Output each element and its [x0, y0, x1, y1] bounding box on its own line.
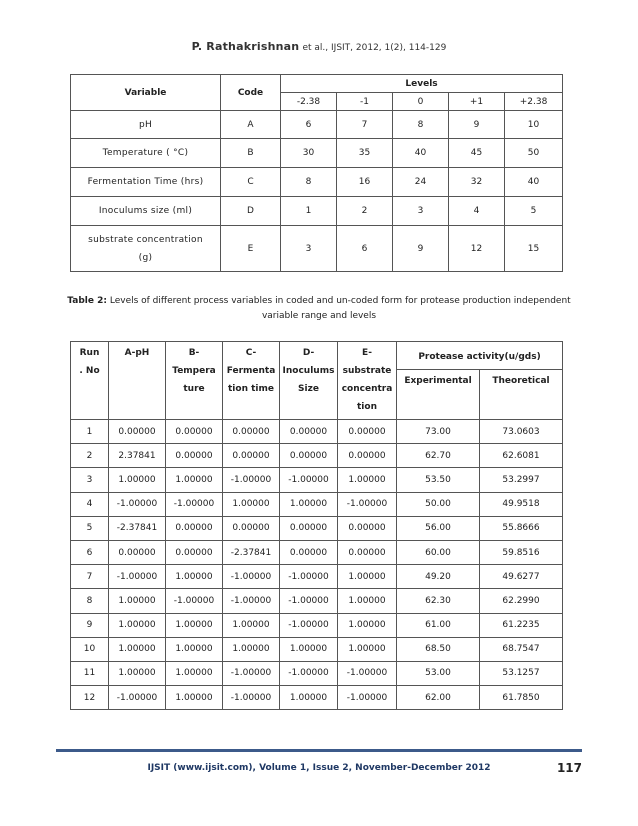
header-line: substrate: [342, 366, 392, 376]
substrate-cell: 0.00000: [338, 420, 397, 444]
table-row: [71, 516, 563, 540]
run-cell: 9: [71, 613, 109, 637]
footer-divider: [56, 749, 582, 752]
ph-cell: 1.00000: [109, 468, 166, 492]
inoculums-cell: -1.00000: [280, 565, 338, 589]
experimental-cell: 62.30: [397, 589, 480, 613]
temperature-cell: 0.00000: [166, 540, 223, 564]
table-row: [71, 686, 563, 710]
header-line: C-: [245, 348, 257, 358]
header-line: concentra: [341, 384, 393, 394]
experimental-cell: 50.00: [397, 492, 480, 516]
run-cell: 4: [71, 492, 109, 516]
fermentation-cell: 1.00000: [223, 637, 280, 661]
level-header: 0: [393, 93, 449, 111]
temperature-cell: 0.00000: [166, 516, 223, 540]
temperature-cell: 1.00000: [166, 686, 223, 710]
substrate-cell: -1.00000: [338, 686, 397, 710]
fermentation-cell: -1.00000: [223, 686, 280, 710]
header-line: . No: [79, 366, 100, 376]
value-cell: 9: [449, 111, 505, 139]
caption-label: Table 2:: [67, 296, 107, 306]
header-author: P. Rathakrishnan: [191, 40, 300, 53]
theoretical-cell: 62.2990: [480, 589, 563, 613]
table-row: [71, 420, 563, 444]
header-ph: [109, 342, 166, 420]
value-cell: 30: [281, 139, 337, 168]
temperature-cell: -1.00000: [166, 492, 223, 516]
variable-cell: Temperature ( °C): [71, 139, 221, 168]
levels-table: [70, 74, 563, 272]
substrate-cell: 1.00000: [338, 589, 397, 613]
value-cell: 24: [393, 168, 449, 197]
value-cell: 8: [393, 111, 449, 139]
theoretical-cell: 68.7547: [480, 637, 563, 661]
experimental-cell: 61.00: [397, 613, 480, 637]
experimental-cell: 62.70: [397, 444, 480, 468]
fermentation-cell: 1.00000: [223, 613, 280, 637]
value-cell: 12: [449, 226, 505, 272]
run-cell: 6: [71, 540, 109, 564]
value-cell: 32: [449, 168, 505, 197]
experimental-cell: 53.50: [397, 468, 480, 492]
fermentation-cell: -1.00000: [223, 468, 280, 492]
running-header: [0, 40, 638, 53]
page-number: 117: [556, 761, 582, 775]
value-cell: 45: [449, 139, 505, 168]
inoculums-cell: 1.00000: [280, 492, 338, 516]
header-line: tion time: [228, 384, 274, 394]
variable-cell: pH: [71, 111, 221, 139]
header-line: Size: [298, 384, 319, 394]
inoculums-cell: -1.00000: [280, 613, 338, 637]
fermentation-cell: 1.00000: [223, 492, 280, 516]
run-cell: 12: [71, 686, 109, 710]
substrate-cell: 0.00000: [338, 444, 397, 468]
header-protease: Protease activity(u/gds): [397, 342, 563, 370]
substrate-cell: 0.00000: [338, 540, 397, 564]
table-row: [71, 226, 563, 272]
temperature-cell: 1.00000: [166, 661, 223, 685]
theoretical-cell: 49.6277: [480, 565, 563, 589]
header-line: D-: [302, 348, 315, 358]
ph-cell: 1.00000: [109, 637, 166, 661]
header-line: ture: [183, 384, 205, 394]
ph-cell: 1.00000: [109, 661, 166, 685]
theoretical-cell: 53.1257: [480, 661, 563, 685]
value-cell: 2: [337, 197, 393, 226]
fermentation-cell: -1.00000: [223, 661, 280, 685]
value-cell: 6: [281, 111, 337, 139]
theoretical-cell: 53.2997: [480, 468, 563, 492]
ph-cell: 1.00000: [109, 613, 166, 637]
ph-cell: -2.37841: [109, 516, 166, 540]
fermentation-cell: -1.00000: [223, 589, 280, 613]
experimental-cell: 56.00: [397, 516, 480, 540]
substrate-cell: 1.00000: [338, 637, 397, 661]
footer: [56, 763, 582, 773]
inoculums-cell: 0.00000: [280, 420, 338, 444]
inoculums-cell: -1.00000: [280, 468, 338, 492]
level-header: +1: [449, 93, 505, 111]
code-cell: E: [221, 226, 281, 272]
run-cell: 1: [71, 420, 109, 444]
header-substrate: [338, 342, 397, 420]
header-variable: Variable: [71, 75, 221, 111]
value-cell: 8: [281, 168, 337, 197]
inoculums-cell: -1.00000: [280, 589, 338, 613]
header-citation: et al., IJSIT, 2012, 1(2), 114-129: [302, 43, 447, 53]
header-line: Fermenta: [226, 366, 276, 376]
substrate-cell: -1.00000: [338, 492, 397, 516]
run-cell: 10: [71, 637, 109, 661]
fermentation-cell: 0.00000: [223, 444, 280, 468]
code-cell: D: [221, 197, 281, 226]
level-header: +2.38: [505, 93, 563, 111]
value-cell: 6: [337, 226, 393, 272]
table-row: [71, 139, 563, 168]
header-line: Run: [79, 348, 100, 358]
ph-cell: 0.00000: [109, 540, 166, 564]
experimental-design-table: [70, 341, 563, 710]
temperature-cell: 1.00000: [166, 565, 223, 589]
experimental-cell: 60.00: [397, 540, 480, 564]
experimental-cell: 53.00: [397, 661, 480, 685]
ph-cell: -1.00000: [109, 492, 166, 516]
footer-journal: IJSIT (www.ijsit.com), Volume 1, Issue 2, November-December 2012: [147, 763, 491, 773]
value-cell: 35: [337, 139, 393, 168]
table-body: [71, 420, 563, 710]
inoculums-cell: 0.00000: [280, 516, 338, 540]
table-row: [71, 637, 563, 661]
header-line: Tempera: [172, 366, 216, 376]
variable-line: substrate concentration: [88, 234, 203, 245]
ph-cell: -1.00000: [109, 565, 166, 589]
fermentation-cell: 0.00000: [223, 516, 280, 540]
substrate-cell: 1.00000: [338, 565, 397, 589]
run-cell: 2: [71, 444, 109, 468]
run-cell: 5: [71, 516, 109, 540]
header-line: E-: [362, 348, 372, 358]
fermentation-cell: 0.00000: [223, 420, 280, 444]
value-cell: 3: [393, 197, 449, 226]
level-header: -2.38: [281, 93, 337, 111]
level-header: -1: [337, 93, 393, 111]
run-cell: 3: [71, 468, 109, 492]
theoretical-cell: 59.8516: [480, 540, 563, 564]
header-line: A-pH: [124, 348, 150, 358]
header-theoretical: Theoretical: [480, 370, 563, 420]
value-cell: 3: [281, 226, 337, 272]
temperature-cell: 1.00000: [166, 613, 223, 637]
variable-cell: [71, 226, 221, 272]
table-row: [71, 111, 563, 139]
table-caption: [56, 294, 582, 324]
header-run: [71, 342, 109, 420]
table-row: [71, 613, 563, 637]
experimental-cell: 68.50: [397, 637, 480, 661]
inoculums-cell: -1.00000: [280, 661, 338, 685]
value-cell: 9: [393, 226, 449, 272]
table-row: [71, 589, 563, 613]
table-row: [71, 565, 563, 589]
table-row: [71, 468, 563, 492]
substrate-cell: 1.00000: [338, 468, 397, 492]
table-row: [71, 444, 563, 468]
variable-cell: Inoculums size (ml): [71, 197, 221, 226]
header-inoculums: [280, 342, 338, 420]
value-cell: 16: [337, 168, 393, 197]
header-experimental: Experimental: [397, 370, 480, 420]
experimental-cell: 62.00: [397, 686, 480, 710]
theoretical-cell: 55.8666: [480, 516, 563, 540]
table-row: [71, 168, 563, 197]
code-cell: A: [221, 111, 281, 139]
fermentation-cell: -2.37841: [223, 540, 280, 564]
theoretical-cell: 62.6081: [480, 444, 563, 468]
run-cell: 11: [71, 661, 109, 685]
ph-cell: -1.00000: [109, 686, 166, 710]
table-row: [71, 661, 563, 685]
fermentation-cell: -1.00000: [223, 565, 280, 589]
value-cell: 4: [449, 197, 505, 226]
value-cell: 15: [505, 226, 563, 272]
variable-line: (g): [138, 252, 153, 263]
code-cell: C: [221, 168, 281, 197]
inoculums-cell: 0.00000: [280, 540, 338, 564]
run-cell: 7: [71, 565, 109, 589]
value-cell: 7: [337, 111, 393, 139]
value-cell: 50: [505, 139, 563, 168]
temperature-cell: -1.00000: [166, 589, 223, 613]
variable-cell: Fermentation Time (hrs): [71, 168, 221, 197]
inoculums-cell: 1.00000: [280, 637, 338, 661]
header-levels: Levels: [281, 75, 563, 93]
header-line: B-: [188, 348, 200, 358]
header-fermentation: [223, 342, 280, 420]
header-line: Inoculums: [282, 366, 335, 376]
inoculums-cell: 1.00000: [280, 686, 338, 710]
value-cell: 1: [281, 197, 337, 226]
table-row: [71, 197, 563, 226]
theoretical-cell: 61.2235: [480, 613, 563, 637]
ph-cell: 2.37841: [109, 444, 166, 468]
code-cell: B: [221, 139, 281, 168]
ph-cell: 1.00000: [109, 589, 166, 613]
run-cell: 8: [71, 589, 109, 613]
temperature-cell: 0.00000: [166, 444, 223, 468]
header-temperature: [166, 342, 223, 420]
table-row: [71, 492, 563, 516]
substrate-cell: 0.00000: [338, 516, 397, 540]
value-cell: 10: [505, 111, 563, 139]
theoretical-cell: 61.7850: [480, 686, 563, 710]
substrate-cell: 1.00000: [338, 613, 397, 637]
experimental-cell: 49.20: [397, 565, 480, 589]
table-row: [71, 540, 563, 564]
theoretical-cell: 73.0603: [480, 420, 563, 444]
value-cell: 5: [505, 197, 563, 226]
ph-cell: 0.00000: [109, 420, 166, 444]
temperature-cell: 0.00000: [166, 420, 223, 444]
caption-text: Levels of different process variables in coded and un-coded form for protease production independent variable range and levels: [109, 296, 571, 321]
theoretical-cell: 49.9518: [480, 492, 563, 516]
value-cell: 40: [505, 168, 563, 197]
header-code: Code: [221, 75, 281, 111]
temperature-cell: 1.00000: [166, 637, 223, 661]
experimental-cell: 73.00: [397, 420, 480, 444]
inoculums-cell: 0.00000: [280, 444, 338, 468]
temperature-cell: 1.00000: [166, 468, 223, 492]
header-line: tion: [357, 402, 377, 412]
substrate-cell: -1.00000: [338, 661, 397, 685]
value-cell: 40: [393, 139, 449, 168]
